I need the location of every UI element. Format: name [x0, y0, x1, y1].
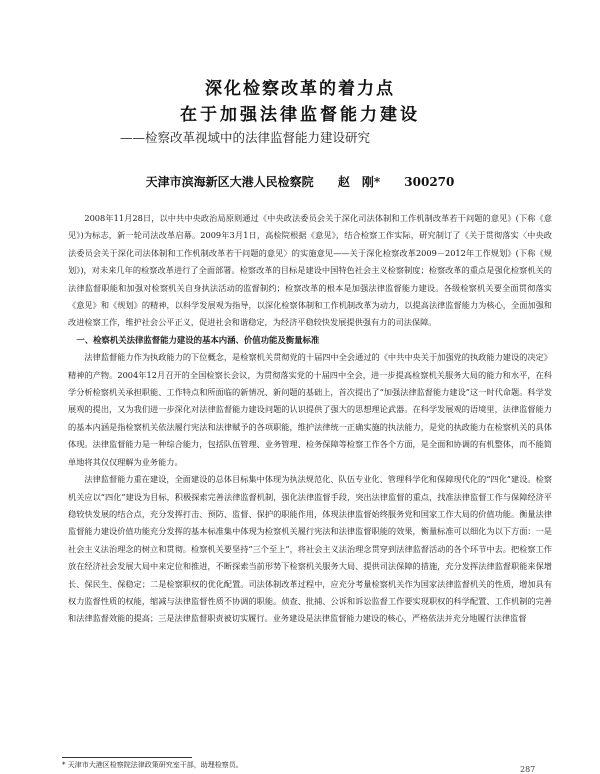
article-body — [68, 210, 552, 628]
footnote-divider — [62, 757, 192, 758]
page-number: 287 — [520, 765, 536, 774]
paragraph-3: 法律监督能力重在建设，全面建设的总体目标集中体现为执法规范化、队伍专业化、管理科学化和保障现代化的“四化”建设。检察机关应以“四化”建设为目标，积极探索完善法律监督机制，强化法律监督手段，突出法律监督的重点，找准法律监督工作与保障经济平稳较快发展的结合点，充分发挥打击、预防、监督、保护的职能作用，体现法律监督始终服务党和国家工作大局的价值功能。衡量法律监督能力建设价值功能充分发挥的基本标准集中体现为检察机关履行宪法和法律监督职能的效果，衡量标准可以细化为以下方面：一是社会主义法治理念的树立和贯彻。检察机关要坚持“三个至上”，将社会主义法治理念贯穿到法律监督活动的各个环节中去。把检察工作放在经济社会发展大局中来定位和推进，不断探索当前形势下检察机关服务大局、提供司法保障的措施，充分发挥法律监督职能来保增长、保民生、保稳定；二是检察职权的优化配置。司法体制改革过程中，应充分考量检察机关作为国家法律监督机关的性质，增加具有权力监督性质的权能，缩减与法律监督性质不协调的职能。侦查、批捕、公诉和诉讼监督工作要实现职权的科学配置、工作机制的完善和法律监督效能的提高；三是法律监督职责被切实履行。业务建设是法律监督能力建设的核心，严格依法并充分地履行法律监督 — [68, 474, 552, 624]
section-heading-1: 一、检察机关法律监督能力建设的基本内涵、价值功能及衡量标准 — [76, 334, 320, 345]
subtitle: ——检察改革视域中的法律监督能力建设研究 — [120, 130, 371, 145]
footnote: * 天津市大港区检察院法律政策研究室干部，助理检察员。 — [62, 761, 243, 769]
title-line-2: 在于加强法律监督能力建设 — [180, 105, 420, 125]
author-line — [0, 173, 600, 190]
author-organization: 天津市滨海新区大港人民检察院 — [145, 175, 314, 189]
paragraph-2: 法律监督能力作为执政能力的下位概念，是检察机关贯彻党的十届四中全会通过的《中共中央关于加强党的执政能力建设的决定》精神的产物。2004年12月召开的全国检察长会议，为贯彻落实党的十届四中全会，进一步提高检察机关服务大局的能力和水平，在科学分析检察机关承担职能、工作特点和所面临的新情况、新问题的基础上，首次提出了“加强法律监督能力建设”这一时代命题。科学发展观的提出，又为我们进一步深化对法律监督能力建设问题的认识提供了强大的思想理论武器。在科学发展观的语境里，法律监督能力的基本内涵是指检察机关依法履行宪法和法律赋予的各项职能，维护法律统一正确实施的执法能力，是党的执政能力在检察机关的具体体现。法律监督能力是一种综合能力，包括队伍管理、业务管理、检务保障等检察工作各个方面，是全面和协调的有机整体，而不能简单地将其仅仅理解为业务能力。 — [68, 352, 552, 467]
title-line-1: 深化检察改革的着力点 — [205, 79, 395, 99]
postcode: 300270 — [404, 175, 455, 189]
paragraph-1: 2008年11月28日，以中共中央政治局原则通过《中央政法委员会关于深化司法体制和工作机制改革若干问题的意见》(下称《意见》)为标志，新一轮司法改革启幕。2009年3月1日，高检院根据《意见》，结合检察工作实际，研究制订了《关于贯彻落实〈中央政法委员会关于深化司法体制和工作机制改革若干问题的意见〉的实施意见——关于深化检察改革2009－2012年工作规划》(下称《规划》)，对未来几年的检察改革进行了全面部署。检察改革的目标是建设中国特色社会主义检察制度；检察改革的重点是强化检察机关的法律监督职能和加强对检察机关自身执法活动的监督制约；检察改革的根本是加强法律监督能力建设。各级检察机关要全面贯彻落实《意见》和《规划》的精神，以科学发展观为指导，以深化检察体制和工作机制改革为动力，以提高法律监督能力为核心，全面加强和改进检察工作，维护社会公平正义，促进社会和谐稳定，为经济平稳较快发展提供强有力的司法保障。 — [68, 213, 552, 328]
author-name: 赵 刚* — [337, 175, 381, 189]
